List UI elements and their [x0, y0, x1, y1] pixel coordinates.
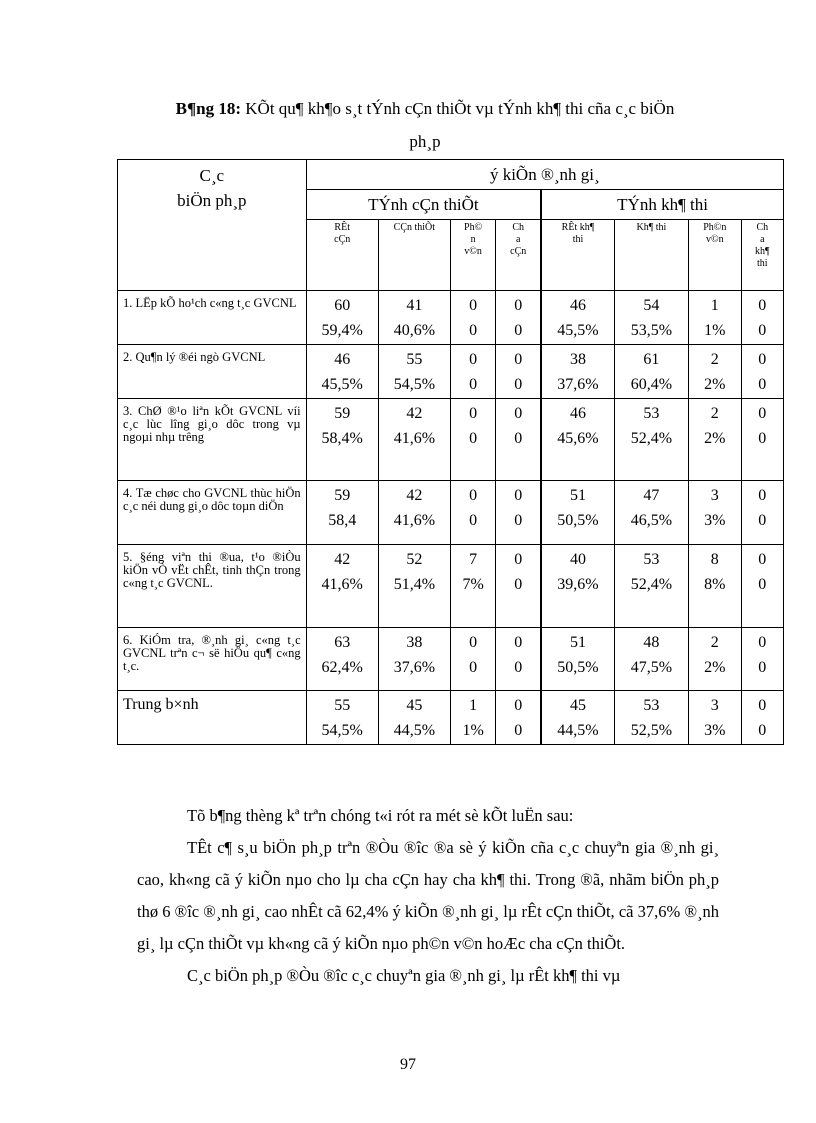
table-caption	[100, 92, 750, 158]
caption-text: KÕt qu¶ kh¶o s¸t tÝnh cÇn thiÕt vµ tÝnh kh¶ thi cña c¸c biÖn	[245, 99, 675, 118]
count-value: 46	[569, 297, 586, 314]
percent-value: 0	[469, 512, 478, 529]
subheader-line: a	[515, 234, 521, 245]
value-cell	[450, 345, 495, 399]
subheader-cell	[450, 220, 495, 291]
value-cell	[689, 345, 742, 399]
count-value: 0	[758, 697, 767, 714]
value-cell	[450, 291, 495, 345]
percent-value: 0	[758, 722, 767, 739]
percent-value: 54,5%	[393, 376, 436, 393]
subheader-line: a	[760, 234, 765, 245]
value-cell	[541, 545, 614, 628]
value-cell	[541, 628, 614, 691]
count-value: 0	[758, 487, 767, 504]
percent-value: 0	[514, 376, 523, 393]
subheader-line: v©n	[705, 234, 724, 245]
percent-value: 37,6%	[393, 659, 436, 676]
percent-value: 3%	[704, 512, 726, 529]
value-cell	[378, 691, 450, 745]
percent-value: 50,5%	[557, 659, 599, 676]
percent-value: 52,5%	[630, 722, 673, 739]
paragraph-2: TÊt c¶ s¸u biÖn ph¸p trªn ®Òu ®îc ®a sè ý kiÕn cña c¸c chuyªn gia ®¸nh gi¸ cao, kh«ng cã ý kiÕn nµo cho lµ cha cÇn hay cha kh¶ thi. Trong ®ã, nhãm biÖn ph¸p thø 6 ®îc ®¸nh gi¸ cao nhÊt cã 62,4% ý kiÕn ®¸nh gi¸ lµ rÊt cÇn thiÕt, cã 37,6% ®¸nh gi¸ lµ cÇn thiÕt vµ kh«ng cã ý kiÕn nµo ph©n v©n hoÆc cha cÇn thiÕt.	[137, 838, 719, 953]
count-value: 45	[406, 697, 423, 714]
value-cell	[741, 291, 783, 345]
value-cell	[689, 291, 742, 345]
count-value: 40	[569, 551, 586, 568]
count-value: 42	[406, 405, 423, 422]
subheader-cell	[614, 220, 688, 291]
paragraph-3: C¸c biÖn ph¸p ®Òu ®îc c¸c chuyªn gia ®¸nh gi¸ lµ rÊt kh¶ thi vµ	[187, 966, 621, 985]
count-value: 2	[710, 351, 719, 368]
percent-value: 0	[469, 659, 478, 676]
percent-value: 0	[758, 576, 767, 593]
value-cell	[378, 481, 450, 545]
count-value: 0	[469, 351, 478, 368]
subheader-line: RÊt kh¶	[561, 222, 595, 233]
subheader-line: Ph©	[464, 222, 483, 233]
value-cell	[306, 399, 378, 481]
percent-value: 0	[469, 376, 478, 393]
value-cell	[741, 345, 783, 399]
percent-value: 47,5%	[630, 659, 673, 676]
subheader-line: CÇn thiÕt	[393, 222, 436, 233]
table-row	[118, 481, 784, 545]
value-cell	[450, 545, 495, 628]
percent-value: 2%	[704, 376, 726, 393]
count-value: 59	[334, 487, 351, 504]
percent-value: 60,4%	[630, 376, 673, 393]
count-value: 47	[643, 487, 660, 504]
percent-value: 58,4%	[321, 430, 363, 447]
count-value: 2	[710, 634, 719, 651]
count-value: 60	[334, 297, 351, 314]
caption-label: B¶ng 18:	[175, 99, 242, 118]
value-cell	[378, 399, 450, 481]
subheader-line: thi	[757, 258, 768, 269]
percent-value: 2%	[704, 659, 726, 676]
subheader-line: kh¶	[755, 246, 770, 257]
count-value: 0	[758, 634, 767, 651]
percent-value: 45,6%	[557, 430, 599, 447]
percent-value: 45,5%	[557, 322, 599, 339]
measure-label: 3. ChØ ®¹o liªn kÕt GVCNL víi c¸c lùc lîng gi¸o dôc trong vµ ngoµi nhµ trêng	[118, 399, 307, 481]
value-cell	[378, 545, 450, 628]
value-cell	[741, 399, 783, 481]
value-cell	[496, 545, 541, 628]
value-cell	[689, 628, 742, 691]
percent-value: 7%	[462, 576, 484, 593]
percent-value: 41,6%	[393, 512, 436, 529]
percent-value: 0	[514, 512, 523, 529]
count-value: 46	[334, 351, 351, 368]
percent-value: 0	[758, 322, 767, 339]
percent-value: 52,4%	[630, 576, 673, 593]
value-cell	[614, 628, 688, 691]
value-cell	[306, 545, 378, 628]
count-value: 42	[406, 487, 423, 504]
percent-value: 0	[758, 512, 767, 529]
count-value: 54	[643, 297, 660, 314]
percent-value: 0	[469, 322, 478, 339]
percent-value: 0	[514, 430, 523, 447]
count-value: 1	[710, 297, 719, 314]
count-value: 0	[469, 297, 478, 314]
measures-column-header	[118, 160, 307, 291]
count-value: 38	[406, 634, 423, 651]
measure-label: 2. Qu¶n lý ®éi ngò GVCNL	[118, 345, 307, 399]
value-cell	[614, 481, 688, 545]
percent-value: 44,5%	[393, 722, 436, 739]
count-value: 0	[758, 405, 767, 422]
percent-value: 45,5%	[321, 376, 363, 393]
total-label: Trung b×nh	[118, 691, 307, 745]
caption-line-1	[100, 92, 750, 125]
value-cell	[378, 291, 450, 345]
percent-value: 41,6%	[321, 576, 363, 593]
percent-value: 2%	[704, 430, 726, 447]
subheader-line: RÊt	[334, 222, 350, 233]
value-cell	[689, 691, 742, 745]
count-value: 51	[569, 634, 586, 651]
feasibility-header: TÝnh kh¶ thi	[541, 190, 783, 220]
percent-value: 58,4	[328, 512, 357, 529]
subheader-cell	[689, 220, 742, 291]
percent-value: 0	[514, 722, 523, 739]
value-cell	[306, 628, 378, 691]
count-value: 63	[334, 634, 351, 651]
subheader-line: Ph©n	[703, 222, 727, 233]
percent-value: 0	[469, 430, 478, 447]
count-value: 0	[758, 297, 767, 314]
value-cell	[614, 345, 688, 399]
value-cell	[306, 291, 378, 345]
count-value: 0	[514, 634, 523, 651]
count-value: 7	[469, 551, 478, 568]
count-value: 2	[710, 405, 719, 422]
measures-header-line-1: C¸c	[199, 166, 225, 185]
value-cell	[541, 345, 614, 399]
count-value: 0	[514, 351, 523, 368]
table-row	[118, 291, 784, 345]
count-value: 53	[643, 551, 660, 568]
percent-value: 1%	[462, 722, 484, 739]
percent-value: 1%	[704, 322, 726, 339]
subheader-line: Ch	[512, 222, 525, 233]
subheader-line: v©n	[464, 246, 482, 257]
count-value: 0	[469, 634, 478, 651]
value-cell	[614, 691, 688, 745]
measure-label: 6. KiÓm tra, ®¸nh gi¸ c«ng t¸c GVCNL trªn c¬ së hiÖu qu¶ c«ng t¸c.	[118, 628, 307, 691]
value-cell	[689, 545, 742, 628]
count-value: 0	[514, 405, 523, 422]
count-value: 0	[758, 551, 767, 568]
survey-results-table	[117, 159, 784, 745]
subheader-line: Kh¶ thi	[636, 222, 667, 233]
count-value: 3	[710, 697, 719, 714]
value-cell	[614, 291, 688, 345]
value-cell	[450, 399, 495, 481]
value-cell	[689, 481, 742, 545]
count-value: 1	[469, 697, 478, 714]
count-value: 48	[643, 634, 660, 651]
value-cell	[614, 545, 688, 628]
count-value: 0	[514, 297, 523, 314]
percent-value: 46,5%	[630, 512, 673, 529]
count-value: 0	[469, 487, 478, 504]
total-row	[118, 691, 784, 745]
count-value: 61	[643, 351, 660, 368]
count-value: 55	[406, 351, 423, 368]
table-row	[118, 345, 784, 399]
value-cell	[541, 291, 614, 345]
count-value: 51	[569, 487, 586, 504]
subheader-line: cÇn	[334, 234, 351, 245]
percent-value: 59,4%	[321, 322, 363, 339]
value-cell	[541, 399, 614, 481]
percent-value: 62,4%	[321, 659, 363, 676]
percent-value: 41,6%	[393, 430, 436, 447]
table-row	[118, 545, 784, 628]
subheader-line: thi	[572, 234, 584, 245]
subheader-cell	[496, 220, 541, 291]
count-value: 0	[514, 487, 523, 504]
percent-value: 8%	[704, 576, 726, 593]
caption-line-2: ph¸p	[409, 132, 441, 151]
value-cell	[741, 628, 783, 691]
percent-value: 0	[514, 576, 523, 593]
subheader-line: cÇn	[510, 246, 527, 257]
table-row	[118, 628, 784, 691]
value-cell	[450, 628, 495, 691]
percent-value: 0	[758, 430, 767, 447]
value-cell	[689, 399, 742, 481]
percent-value: 0	[758, 659, 767, 676]
value-cell	[306, 691, 378, 745]
value-cell	[496, 399, 541, 481]
count-value: 0	[469, 405, 478, 422]
count-value: 0	[514, 697, 523, 714]
subheader-line: Ch	[756, 222, 769, 233]
percent-value: 53,5%	[630, 322, 673, 339]
value-cell	[306, 481, 378, 545]
percent-value: 54,5%	[321, 722, 363, 739]
measures-header-line-2: biÖn ph¸p	[177, 191, 247, 210]
count-value: 3	[710, 487, 719, 504]
percent-value: 0	[758, 376, 767, 393]
value-cell	[614, 399, 688, 481]
value-cell	[496, 628, 541, 691]
paragraph-1: Tõ b¶ng thèng kª trªn chóng t«i rót ra mét sè kÕt luËn sau:	[187, 806, 574, 825]
subheader-cell	[541, 220, 614, 291]
count-value: 41	[406, 297, 423, 314]
value-cell	[450, 481, 495, 545]
subheader-cell	[741, 220, 783, 291]
opinion-header: ý kiÕn ®¸nh gi¸	[306, 160, 783, 190]
count-value: 53	[643, 405, 660, 422]
percent-value: 0	[514, 322, 523, 339]
value-cell	[496, 691, 541, 745]
subheader-cell	[306, 220, 378, 291]
value-cell	[541, 691, 614, 745]
value-cell	[306, 345, 378, 399]
percent-value: 3%	[704, 722, 726, 739]
necessity-header: TÝnh cÇn thiÕt	[306, 190, 541, 220]
value-cell	[450, 691, 495, 745]
count-value: 8	[710, 551, 719, 568]
count-value: 0	[514, 551, 523, 568]
percent-value: 37,6%	[557, 376, 599, 393]
count-value: 42	[334, 551, 351, 568]
value-cell	[378, 345, 450, 399]
value-cell	[496, 481, 541, 545]
count-value: 45	[569, 697, 586, 714]
count-value: 53	[643, 697, 660, 714]
page-number: 97	[400, 1056, 416, 1073]
subheader-line: n	[470, 234, 476, 245]
percent-value: 50,5%	[557, 512, 599, 529]
value-cell	[496, 345, 541, 399]
percent-value: 44,5%	[557, 722, 599, 739]
measure-label: 1. LËp kÕ ho¹ch c«ng t¸c GVCNL	[118, 291, 307, 345]
value-cell	[741, 545, 783, 628]
value-cell	[378, 628, 450, 691]
value-cell	[741, 691, 783, 745]
percent-value: 39,6%	[557, 576, 599, 593]
subheader-cell	[378, 220, 450, 291]
measure-label: 4. Tæ chøc cho GVCNL thùc hiÖn c¸c néi dung gi¸o dôc toµn diÖn	[118, 481, 307, 545]
count-value: 38	[569, 351, 586, 368]
count-value: 46	[569, 405, 586, 422]
analysis-text	[137, 800, 719, 992]
count-value: 55	[334, 697, 351, 714]
count-value: 59	[334, 405, 351, 422]
value-cell	[741, 481, 783, 545]
count-value: 52	[406, 551, 423, 568]
value-cell	[496, 291, 541, 345]
value-cell	[541, 481, 614, 545]
percent-value: 52,4%	[630, 430, 673, 447]
table-row	[118, 399, 784, 481]
percent-value: 0	[514, 659, 523, 676]
percent-value: 51,4%	[393, 576, 436, 593]
percent-value: 40,6%	[393, 322, 436, 339]
count-value: 0	[758, 351, 767, 368]
measure-label: 5. §éng viªn thi ®ua, t¹o ®iÒu kiÖn vÒ vËt chÊt, tinh thÇn trong c«ng t¸c GVCNL.	[118, 545, 307, 628]
